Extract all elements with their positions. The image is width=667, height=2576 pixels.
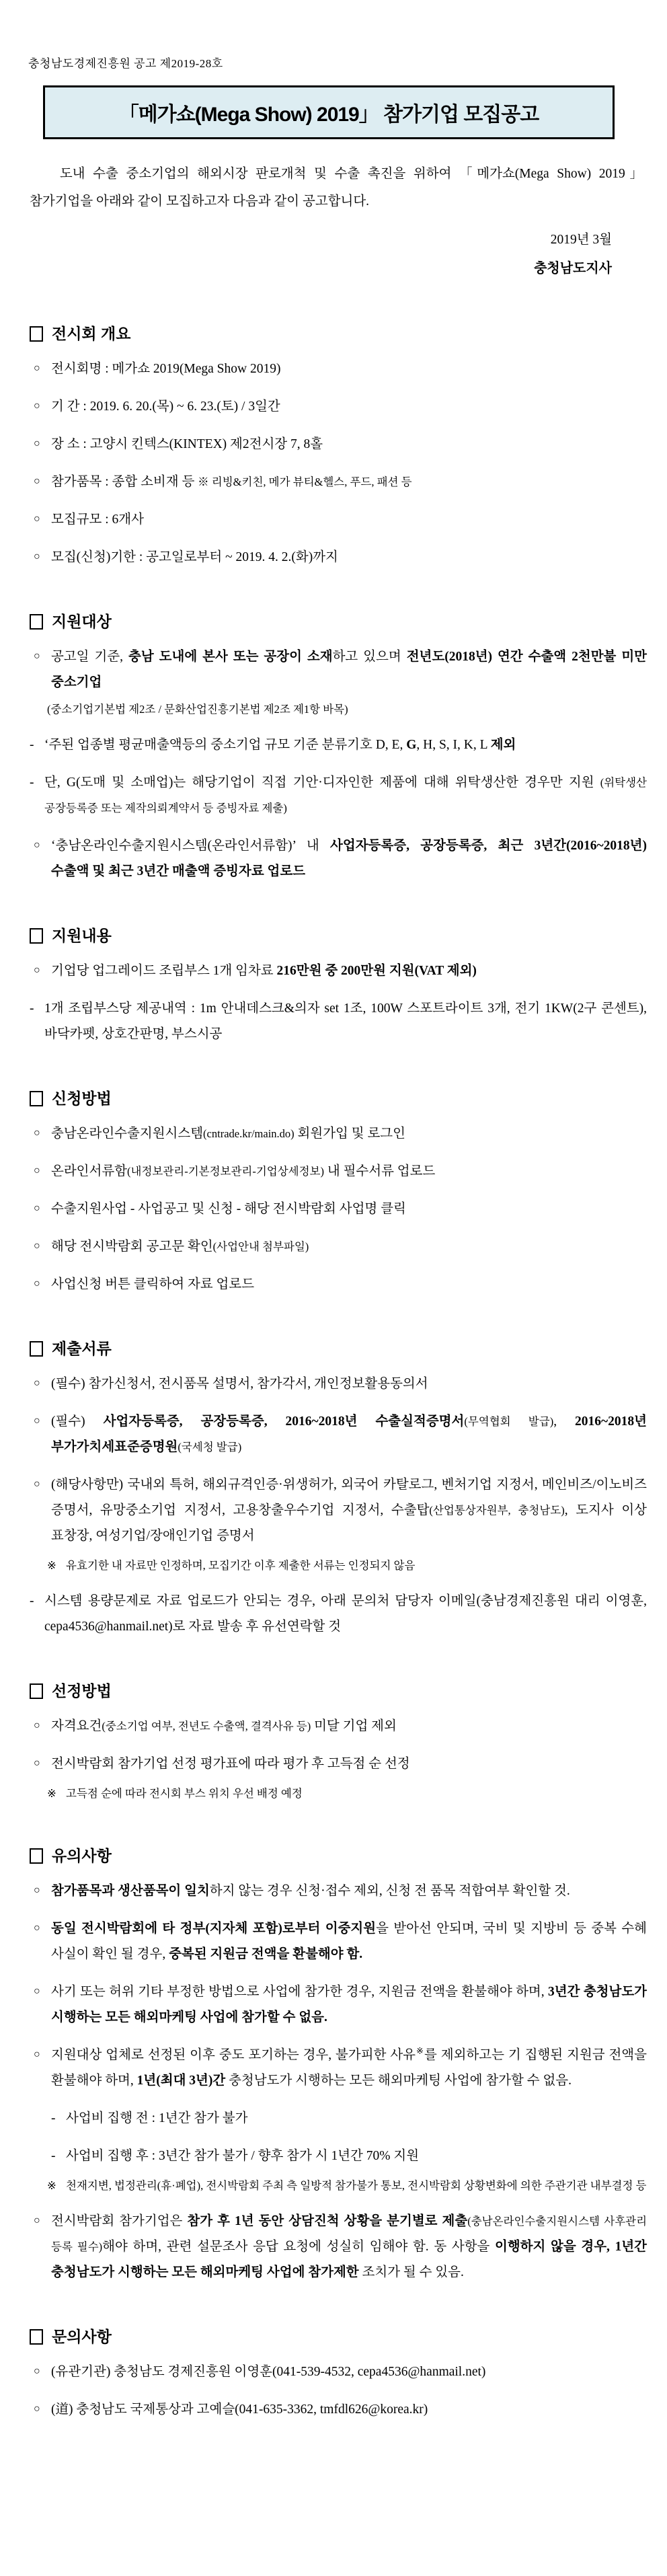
dash-marker-icon: -: [30, 737, 34, 752]
section-heading-label: 선정방법: [52, 1681, 112, 1700]
square-bullet-icon: [30, 326, 43, 342]
list-item: [34, 2209, 647, 2285]
square-bullet-icon: [30, 614, 43, 630]
item-text: [51, 1121, 647, 1147]
circle-marker-icon: ○: [34, 362, 40, 374]
list-item: [47, 698, 647, 720]
section-heading: [30, 612, 647, 632]
circle-marker-icon: ○: [34, 964, 40, 976]
list-item: [34, 1371, 647, 1397]
list-item: [30, 732, 647, 758]
text-segment: (무역협회 발급): [464, 1414, 554, 1428]
section-documents: [28, 1339, 647, 1640]
item-text: [66, 2106, 647, 2131]
text-segment: 2016~2018년 부가가치세표준증명원: [51, 1414, 648, 1454]
text-segment: 1년(최대 3년)간: [136, 2073, 226, 2088]
text-segment: 모집규모 : 6개사: [51, 512, 144, 527]
list-item: [34, 507, 647, 533]
page-title: 「메가쇼(Mega Show) 2019」 참가기업 모집공고: [118, 104, 539, 126]
circle-marker-icon: ○: [34, 1922, 40, 1934]
item-text: [51, 394, 647, 420]
text-segment: 해야 하며, 관련 설문조사 응답 요청에 성실히 임해야 함. 동 사항을: [102, 2239, 495, 2254]
list-item: [30, 770, 647, 821]
text-segment: , 도지사 이상 표창장, 여성기업/장애인기업 증명서: [51, 1503, 648, 1543]
item-text: [51, 2043, 647, 2094]
section-notes: [28, 1846, 647, 2285]
sections-container: [28, 324, 647, 2423]
text-segment: 미달 기업 제외: [311, 1718, 397, 1733]
text-segment: (사업안내 첨부파일): [212, 1240, 309, 1253]
circle-marker-icon: ○: [34, 1240, 40, 1252]
text-segment: 제외: [490, 737, 516, 752]
dash-marker-icon: -: [30, 1001, 34, 1016]
circle-marker-icon: ○: [34, 1478, 40, 1490]
list-item: [34, 1979, 647, 2031]
section-heading-label: 신청방법: [52, 1089, 112, 1107]
item-text: [51, 1916, 647, 1967]
list-item: [47, 1782, 647, 1805]
dash-marker-icon: -: [51, 2148, 56, 2163]
section-heading: [30, 1846, 647, 1866]
circle-marker-icon: ○: [34, 1127, 40, 1139]
circle-marker-icon: ○: [34, 1414, 40, 1427]
list-item: [30, 996, 647, 1047]
item-text: [51, 507, 647, 533]
text-segment: 216만원 중 200만원 지원(VAT 제외): [276, 963, 477, 978]
circle-marker-icon: ○: [34, 2402, 40, 2415]
section-support: [28, 926, 647, 1047]
list-item: [34, 1272, 647, 1297]
item-text: [51, 2397, 647, 2423]
text-segment: ,: [553, 1414, 576, 1429]
list-item: [30, 1589, 647, 1640]
text-segment: (필수): [51, 1414, 104, 1429]
text-segment: 사업신청 버튼 클릭하여 자료 업로드: [51, 1277, 255, 1291]
text-segment: 사업자등록증, 공장등록증, 최근 3년간(2016~2018년) 수출액 및 최근 3년간 매출액 증빙자료 업로드: [51, 838, 647, 878]
text-segment: 공고일 기준,: [51, 649, 128, 664]
text-segment: 충남온라인수출지원시스템: [51, 1126, 204, 1141]
list-item: [34, 394, 647, 420]
circle-marker-icon: ○: [34, 1164, 40, 1176]
section-heading-label: 지원대상: [52, 612, 112, 630]
text-segment: 이행하지 않을 경우, 1년간 충청남도가 시행하는 모든 해외마케팅 사업에 참가제한: [51, 2239, 647, 2279]
section-heading-label: 지원내용: [52, 926, 112, 944]
list-item: [34, 545, 647, 570]
announcement-number: 충청남도경제진흥원 공고 제2019-28호: [28, 57, 223, 70]
circle-marker-icon: ○: [34, 1202, 40, 1214]
square-bullet-icon: [30, 928, 43, 944]
item-text: [51, 356, 647, 382]
title-box: [43, 85, 615, 139]
text-segment: 천재지변, 법정관리(휴·폐업), 전시박람회 주최 측 일방적 참가불가 통보, 전시박람회 상황변화에 의한 주관기관 내부결정 등: [66, 2179, 647, 2192]
circle-marker-icon: ○: [34, 1277, 40, 1289]
text-segment: 자격요건: [51, 1718, 102, 1733]
section-target: [28, 612, 647, 884]
list-item: [34, 644, 647, 695]
text-segment: (중소기업기본법 제2조 / 문화산업진흥기본법 제2조 제1항 바목): [47, 702, 348, 716]
text-segment: 조치가 될 수 있음.: [358, 2265, 464, 2279]
circle-marker-icon: ○: [34, 400, 40, 412]
square-bullet-icon: [30, 1091, 43, 1106]
item-text: [66, 2174, 647, 2197]
text-segment: G: [406, 737, 417, 752]
list-item: [34, 2359, 647, 2385]
text-segment: (필수) 참가신청서, 전시품목 설명서, 참가각서, 개인정보활용동의서: [51, 1376, 428, 1391]
list-item: [47, 1554, 647, 1577]
list-item: [34, 1159, 647, 1184]
issuer-signature: 충청남도지사: [534, 260, 612, 276]
section-apply: [28, 1089, 647, 1297]
section-heading: [30, 1681, 647, 1702]
item-text: [51, 644, 647, 695]
list-item: [34, 2397, 647, 2423]
text-segment: 3년간 충청남도가 시행하는 모든 해외마케팅 사업에 참가할 수 없음.: [51, 1984, 648, 2024]
text-segment: (산업통상자원부, 충청남도): [429, 1503, 565, 1517]
item-text: [47, 698, 647, 720]
text-segment: ※ 리빙&키친, 메가 뷰티&헬스, 푸드, 패션 등: [198, 475, 412, 488]
list-item: [34, 1714, 647, 1739]
list-item: [34, 1916, 647, 1967]
circle-marker-icon: ○: [34, 1377, 40, 1389]
list-item: [51, 2106, 647, 2131]
item-text: [44, 996, 647, 1047]
section-overview: [28, 324, 647, 570]
item-text: [51, 2359, 647, 2385]
circle-marker-icon: ○: [34, 2048, 40, 2060]
text-segment: (cntrade.kr/main.do): [203, 1127, 295, 1140]
item-text: [51, 833, 647, 884]
dash-marker-icon: -: [51, 2111, 56, 2125]
square-bullet-icon: [30, 1848, 43, 1864]
item-text: [44, 732, 647, 758]
text-segment: (위탁생산 공장등록증 또는 제작의뢰계약서 등 증빙자료 제출): [44, 775, 647, 815]
text-segment: 시스템 용량문제로 자료 업로드가 안되는 경우, 아래 문의처 담당자 이메일(충남경제진흥원 대리 이영훈, cepa4536@hanmail.net)로 자료 발송 후 유선연락할 것: [44, 1593, 647, 1634]
note-marker-icon: ※: [47, 2179, 56, 2192]
item-text: [51, 1409, 647, 1460]
list-item: [34, 432, 647, 457]
section-heading-label: 전시회 개요: [52, 324, 131, 342]
section-selection: [28, 1681, 647, 1805]
circle-marker-icon: ○: [34, 839, 40, 851]
item-text: [51, 545, 647, 570]
text-segment: ‘충남온라인수출지원시스템(온라인서류함)’ 내: [51, 838, 331, 853]
section-heading: [30, 926, 647, 946]
text-segment: 전시박람회 참가기업 선정 평가표에 따라 평가 후 고득점 순 선정: [51, 1756, 410, 1771]
text-segment: 모집(신청)기한 : 공고일로부터 ~ 2019. 4. 2.(화)까지: [51, 550, 338, 564]
item-text: [51, 1879, 647, 1904]
item-text: [66, 1554, 647, 1577]
list-item: [34, 833, 647, 884]
text-segment: ※: [416, 2045, 424, 2056]
circle-marker-icon: ○: [34, 1985, 40, 1997]
text-segment: 하지 않는 경우 신청·접수 제외, 신청 전 품목 적합여부 확인할 것.: [209, 1883, 570, 1898]
text-segment: 를 제외하고는 기 집행된 지원금 전액을 환불해야 하며,: [51, 2047, 647, 2088]
issue-date: 2019년 3월: [550, 232, 612, 247]
text-segment: 회원가입 및 로그인: [294, 1126, 405, 1141]
section-heading: [30, 2327, 647, 2347]
circle-marker-icon: ○: [34, 650, 40, 662]
list-item: [34, 1234, 647, 1260]
list-item: [34, 1121, 647, 1147]
circle-marker-icon: ○: [34, 437, 40, 449]
circle-marker-icon: ○: [34, 475, 40, 487]
list-item: [34, 469, 647, 495]
text-segment: 사업자등록증, 공장등록증, 2016~2018년 수출실적증명서: [103, 1414, 465, 1429]
text-segment: (해당사항만) 국내외 특허, 해외규격인증·위생허가, 외국어 카탈로그, 벤처기업 지정서, 메인비즈/이노비즈 증명서, 유망중소기업 지정서, 고용창출우수기업 지정서, 수출탑: [51, 1477, 647, 1517]
list-item: [34, 1409, 647, 1460]
text-segment: 장 소 : 고양시 킨텍스(KINTEX) 제2전시장 7, 8홀: [51, 437, 323, 451]
item-text: [51, 958, 647, 984]
section-heading-label: 유의사항: [52, 1846, 112, 1864]
item-text: [51, 2209, 647, 2285]
item-text: [44, 770, 647, 821]
item-text: [51, 432, 647, 457]
text-segment: 전시회명 : 메가쇼 2019(Mega Show 2019): [51, 361, 281, 376]
text-segment: 참가품목과 생산품목이 일치: [51, 1883, 210, 1898]
text-segment: 기업당 업그레이드 조립부스 1개 임차료: [51, 963, 277, 978]
text-segment: (중소기업 여부, 전년도 수출액, 결격사유 등): [102, 1719, 311, 1733]
text-segment: 중복된 지원금 전액을 환불해야 함.: [169, 1946, 363, 1961]
text-segment: 온라인서류함: [51, 1164, 128, 1178]
text-segment: (道) 충청남도 국제통상과 고예슬(041-635-3362, tmfdl626@korea.kr): [51, 2402, 428, 2417]
list-item: [34, 1472, 647, 1549]
section-heading: [30, 1089, 647, 1109]
list-item: [51, 2144, 647, 2169]
text-segment: 기 간 : 2019. 6. 20.(목) ~ 6. 23.(토) / 3일간: [51, 399, 280, 414]
date-block: [28, 227, 647, 282]
dash-marker-icon: -: [30, 1593, 34, 1608]
text-segment: 하고 있으며: [332, 649, 407, 664]
text-segment: 단, G(도매 및 소매업)는 해당기업이 직접 기안·디자인한 제품에 대해 위탁생산한 경우만 지원: [44, 775, 600, 790]
section-heading: [30, 1339, 647, 1359]
list-item: [34, 1197, 647, 1222]
item-text: [51, 469, 647, 495]
text-segment: 을 받아선 안되며, 국비 및 지방비 등 중복 수혜 사실이 확인 될 경우,: [51, 1921, 647, 1961]
text-segment: 고득점 순에 따라 전시회 부스 위치 우선 배정 예정: [66, 1786, 303, 1800]
circle-marker-icon: ○: [34, 513, 40, 525]
item-text: [51, 1234, 647, 1260]
circle-marker-icon: ○: [34, 550, 40, 562]
item-text: [51, 1159, 647, 1184]
list-item: [34, 356, 647, 382]
circle-marker-icon: ○: [34, 2214, 40, 2226]
square-bullet-icon: [30, 2329, 43, 2345]
square-bullet-icon: [30, 1341, 43, 1357]
circle-marker-icon: ○: [34, 2365, 40, 2377]
text-segment: 전년도(2018년) 연간 수출액 2천만불 미만 중소기업: [51, 649, 648, 689]
list-item: [47, 2174, 647, 2197]
item-text: [66, 1782, 647, 1805]
text-segment: 유효기한 내 자료만 인정하며, 모집기간 이후 제출한 서류는 인정되지 않음: [66, 1558, 416, 1572]
item-text: [51, 1472, 647, 1549]
text-segment: 참가품목 : 종합 소비재 등: [51, 474, 198, 489]
item-text: [51, 1197, 647, 1222]
section-contact: [28, 2327, 647, 2423]
text-segment: , H, S, I, K, L: [416, 737, 491, 752]
list-item: [34, 1879, 647, 1904]
circle-marker-icon: ○: [34, 1884, 40, 1896]
note-marker-icon: ※: [47, 1558, 56, 1572]
item-text: [51, 1751, 647, 1777]
note-marker-icon: ※: [47, 1786, 56, 1800]
list-item: [34, 1751, 647, 1777]
text-segment: 사업비 집행 후 : 3년간 참가 불가 / 향후 참가 시 1년간 70% 지원: [66, 2148, 420, 2163]
dash-marker-icon: -: [30, 775, 34, 790]
intro-paragraph: 도내 수출 중소기업의 해외시장 판로개척 및 수출 촉진을 위하여 「메가쇼(Mega Show) 2019」 참가기업을 아래와 같이 모집하고자 다음과 같이 공고합니다.: [30, 167, 643, 209]
text-segment: 전시박람회 참가기업은: [51, 2213, 188, 2228]
item-text: [51, 1979, 647, 2031]
square-bullet-icon: [30, 1683, 43, 1699]
section-heading: [30, 324, 647, 344]
text-segment: 사기 또는 허위 기타 부정한 방법으로 사업에 참가한 경우, 지원금 전액을 환불해야 하며,: [51, 1984, 549, 1999]
text-segment: 지원대상 업체로 선정된 이후 중도 포기하는 경우, 불가피한 사유: [51, 2047, 416, 2062]
list-item: [34, 958, 647, 984]
text-segment: (충남온라인수출지원시스템 사후관리 등록 필수): [51, 2214, 648, 2253]
text-segment: 사업비 집행 전 : 1년간 참가 불가: [66, 2111, 248, 2125]
item-text: [51, 1272, 647, 1297]
text-segment: 동일 전시박람회에 타 정부(지자체 포함)로부터 이중지원: [51, 1921, 377, 1936]
text-segment: 참가 후 1년 동안 상담진척 상황을 분기별로 제출: [187, 2213, 468, 2228]
circle-marker-icon: ○: [34, 1719, 40, 1731]
text-segment: ‘주된 업종별 평균매출액등의 중소기업 규모 기준 분류기호 D, E,: [44, 737, 407, 752]
text-segment: 1개 조립부스당 제공내역 : 1m 안내데스크&의자 set 1조, 100W 스포트라이트 3개, 전기 1KW(2구 콘센트), 바닥카펫, 상호간판명, 부스시공: [44, 1001, 647, 1041]
item-text: [66, 2144, 647, 2169]
text-segment: 수출지원사업 - 사업공고 및 신청 - 해당 전시박람회 사업명 클릭: [51, 1201, 406, 1216]
text-segment: (유관기관) 충청남도 경제진흥원 이영훈(041-539-4532, cepa4536@hanmail.net): [51, 2364, 486, 2379]
text-segment: 충청남도가 시행하는 모든 해외마케팅 사업에 참가할 수 없음.: [225, 2073, 572, 2088]
item-text: [51, 1714, 647, 1739]
text-segment: 내 필수서류 업로드: [323, 1164, 436, 1178]
item-text: [44, 1589, 647, 1640]
section-heading-label: 문의사항: [52, 2327, 112, 2345]
text-segment: (국세청 발급): [178, 1440, 242, 1453]
text-segment: 충남 도내에 본사 또는 공장이 소재: [128, 649, 333, 664]
item-text: [51, 1371, 647, 1397]
section-heading-label: 제출서류: [52, 1339, 112, 1357]
circle-marker-icon: ○: [34, 1757, 40, 1769]
text-segment: (내정보관리-기본정보관리-기업상세정보): [127, 1164, 324, 1178]
list-item: [34, 2043, 647, 2094]
text-segment: 해당 전시박람회 공고문 확인: [51, 1239, 213, 1254]
